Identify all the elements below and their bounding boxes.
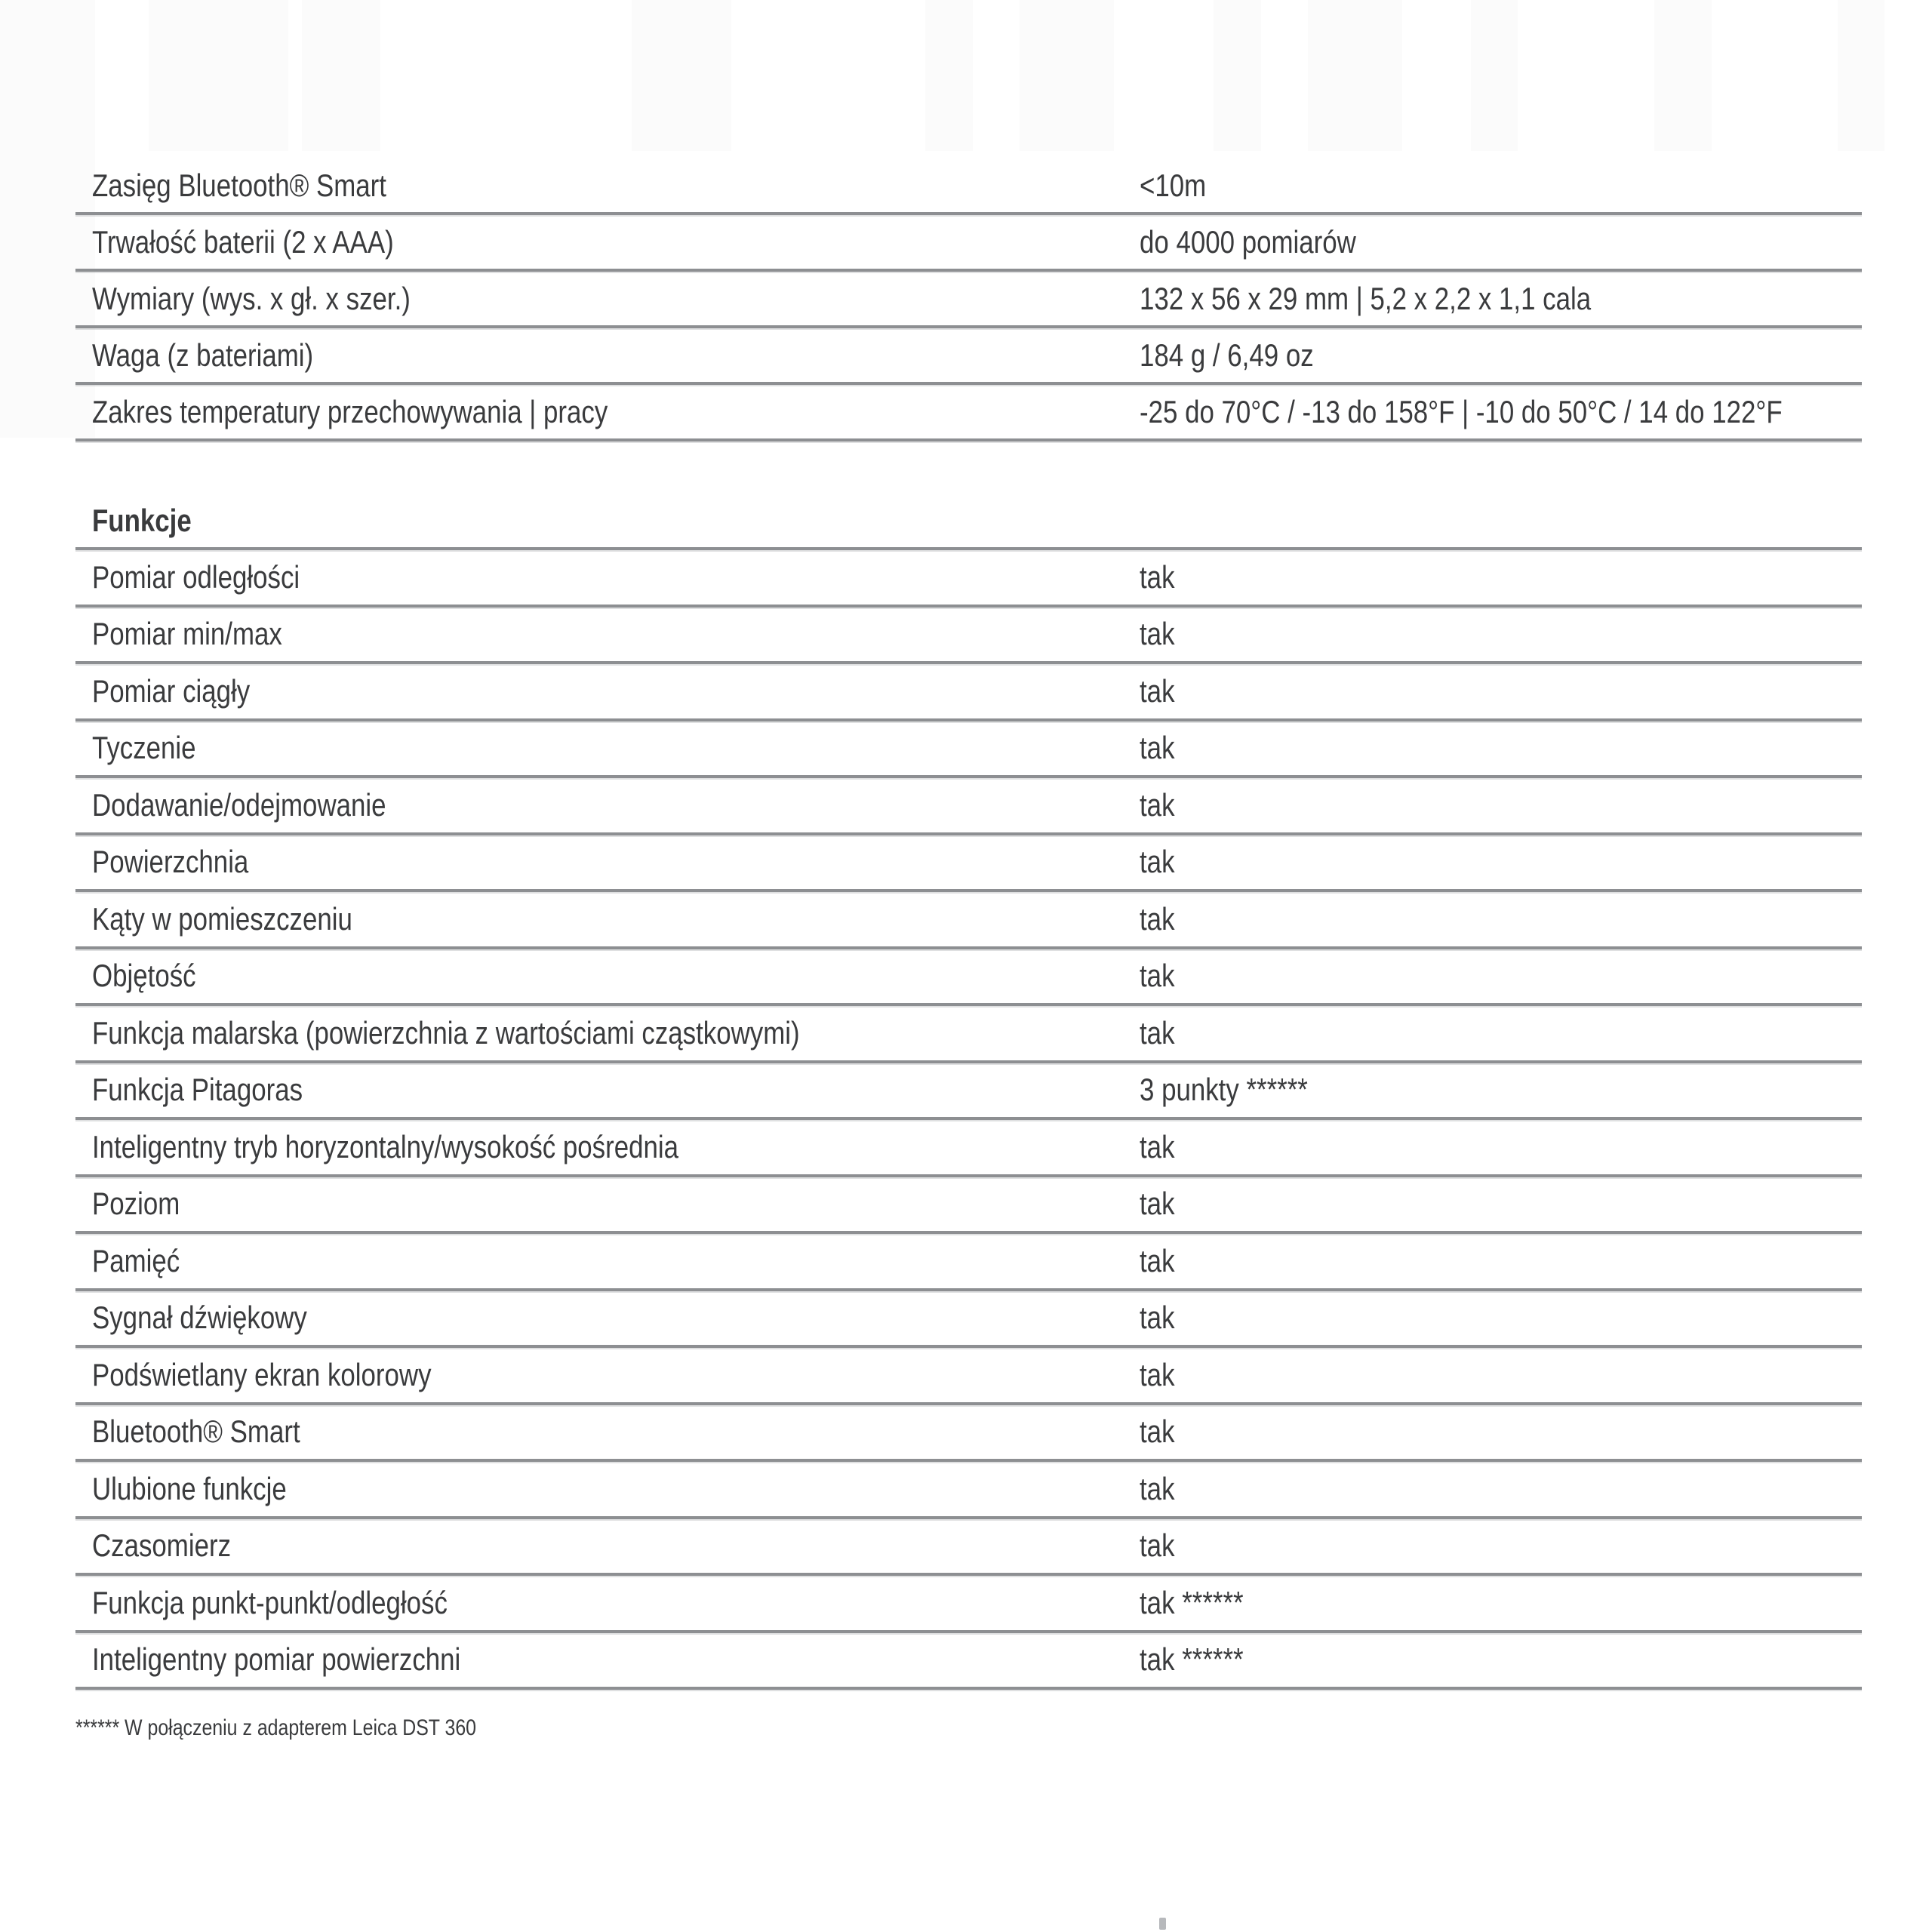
table-row bbox=[75, 1519, 1862, 1577]
table-row bbox=[75, 1006, 1862, 1063]
spec-value: tak bbox=[1140, 1014, 1175, 1051]
table-row bbox=[75, 158, 1862, 215]
table-row bbox=[75, 1633, 1862, 1690]
spec-label: Inteligentny pomiar powierzchni bbox=[92, 1641, 461, 1678]
spec-label: Waga (z bateriami) bbox=[92, 337, 314, 373]
table-row bbox=[75, 272, 1862, 328]
scan-band bbox=[1654, 0, 1712, 151]
spec-value: tak bbox=[1140, 1128, 1175, 1164]
spec-label: Funkcja Pitagoras bbox=[92, 1072, 303, 1108]
scan-band bbox=[632, 0, 731, 151]
table-row bbox=[75, 949, 1862, 1007]
table-row bbox=[75, 892, 1862, 949]
table-row bbox=[75, 215, 1862, 272]
spec-value: do 4000 pomiarów bbox=[1140, 223, 1356, 260]
table-row bbox=[75, 1063, 1862, 1121]
spec-value: tak bbox=[1140, 730, 1175, 766]
spec-value: 3 punkty ****** bbox=[1140, 1072, 1308, 1108]
table-row bbox=[75, 385, 1862, 441]
spec-label: Sygnał dźwiękowy bbox=[92, 1300, 307, 1336]
section-title: Funkcje bbox=[92, 502, 192, 538]
spec-tables bbox=[75, 158, 1862, 1741]
spec-value: tak bbox=[1140, 958, 1175, 994]
spec-value: tak bbox=[1140, 1356, 1175, 1392]
spec-label: Pomiar ciągły bbox=[92, 672, 251, 709]
spec-value: tak bbox=[1140, 616, 1175, 652]
functions-section-header bbox=[75, 494, 1862, 550]
spec-value: tak bbox=[1140, 1242, 1175, 1278]
scan-band bbox=[1471, 0, 1518, 151]
spec-label: Inteligentny tryb horyzontalny/wysokość pośrednia bbox=[92, 1128, 679, 1164]
table-row bbox=[75, 1234, 1862, 1291]
spec-value: 184 g / 6,49 oz bbox=[1140, 337, 1314, 373]
spec-value: tak ****** bbox=[1140, 1584, 1244, 1620]
scan-band bbox=[925, 0, 973, 151]
spec-label: Trwałość baterii (2 x AAA) bbox=[92, 223, 394, 260]
scan-speck bbox=[1159, 1918, 1166, 1930]
scan-band bbox=[1214, 0, 1261, 151]
table-row bbox=[75, 778, 1862, 835]
spec-label: Pomiar min/max bbox=[92, 616, 282, 652]
section-gap bbox=[75, 441, 1862, 494]
spec-value: tak bbox=[1140, 1186, 1175, 1222]
spec-value: tak bbox=[1140, 558, 1175, 595]
table-row bbox=[75, 1348, 1862, 1405]
spec-label: Zakres temperatury przechowywania | pracy bbox=[92, 393, 608, 429]
spec-label: Tyczenie bbox=[92, 730, 196, 766]
table-row bbox=[75, 1462, 1862, 1519]
table-row bbox=[75, 328, 1862, 385]
scan-band bbox=[149, 0, 288, 151]
spec-value: tak bbox=[1140, 900, 1175, 937]
table-row bbox=[75, 1291, 1862, 1349]
spec-label: Bluetooth® Smart bbox=[92, 1414, 300, 1450]
spec-label: Wymiary (wys. x gł. x szer.) bbox=[92, 280, 411, 316]
spec-label: Ulubione funkcje bbox=[92, 1470, 287, 1506]
spec-label: Objętość bbox=[92, 958, 196, 994]
footnote bbox=[75, 1715, 1862, 1741]
spec-label: Funkcja malarska (powierzchnia z wartościami cząstkowymi) bbox=[92, 1014, 800, 1051]
spec-value: <10m bbox=[1140, 167, 1207, 203]
spec-value: tak bbox=[1140, 1470, 1175, 1506]
spec-label: Zasięg Bluetooth® Smart bbox=[92, 167, 386, 203]
spec-value: tak bbox=[1140, 1527, 1175, 1564]
table-row bbox=[75, 1120, 1862, 1177]
scan-band bbox=[1308, 0, 1402, 151]
spec-value: tak bbox=[1140, 672, 1175, 709]
table-row bbox=[75, 1576, 1862, 1633]
spec-label: Powierzchnia bbox=[92, 844, 249, 880]
spec-label: Pomiar odległości bbox=[92, 558, 300, 595]
spec-label: Kąty w pomieszczeniu bbox=[92, 900, 352, 937]
table-row bbox=[75, 550, 1862, 608]
table-row bbox=[75, 1177, 1862, 1235]
spec-value: 132 x 56 x 29 mm | 5,2 x 2,2 x 1,1 cala bbox=[1140, 280, 1592, 316]
spec-value: tak bbox=[1140, 1414, 1175, 1450]
spec-label: Czasomierz bbox=[92, 1527, 232, 1564]
footnote-text: ****** W połączeniu z adapterem Leica DST 360 bbox=[75, 1715, 477, 1740]
scan-band bbox=[1838, 0, 1884, 151]
spec-label: Poziom bbox=[92, 1186, 180, 1222]
spec-label: Dodawanie/odejmowanie bbox=[92, 786, 386, 823]
spec-value: tak ****** bbox=[1140, 1641, 1244, 1678]
scan-band bbox=[302, 0, 380, 151]
table-row bbox=[75, 664, 1862, 721]
spec-value: tak bbox=[1140, 1300, 1175, 1336]
spec-label: Podświetlany ekran kolorowy bbox=[92, 1356, 432, 1392]
general-specs-table bbox=[75, 158, 1862, 441]
table-row bbox=[75, 835, 1862, 893]
scan-band bbox=[1020, 0, 1114, 151]
table-row bbox=[75, 721, 1862, 779]
spec-value: tak bbox=[1140, 844, 1175, 880]
spec-value: tak bbox=[1140, 786, 1175, 823]
spec-value: -25 do 70°C / -13 do 158°F | -10 do 50°C / 14 do 122°F bbox=[1140, 393, 1783, 429]
table-row bbox=[75, 608, 1862, 665]
spec-label: Pamięć bbox=[92, 1242, 180, 1278]
table-row bbox=[75, 1405, 1862, 1463]
spec-label: Funkcja punkt-punkt/odległość bbox=[92, 1584, 448, 1620]
functions-table bbox=[75, 550, 1862, 1690]
